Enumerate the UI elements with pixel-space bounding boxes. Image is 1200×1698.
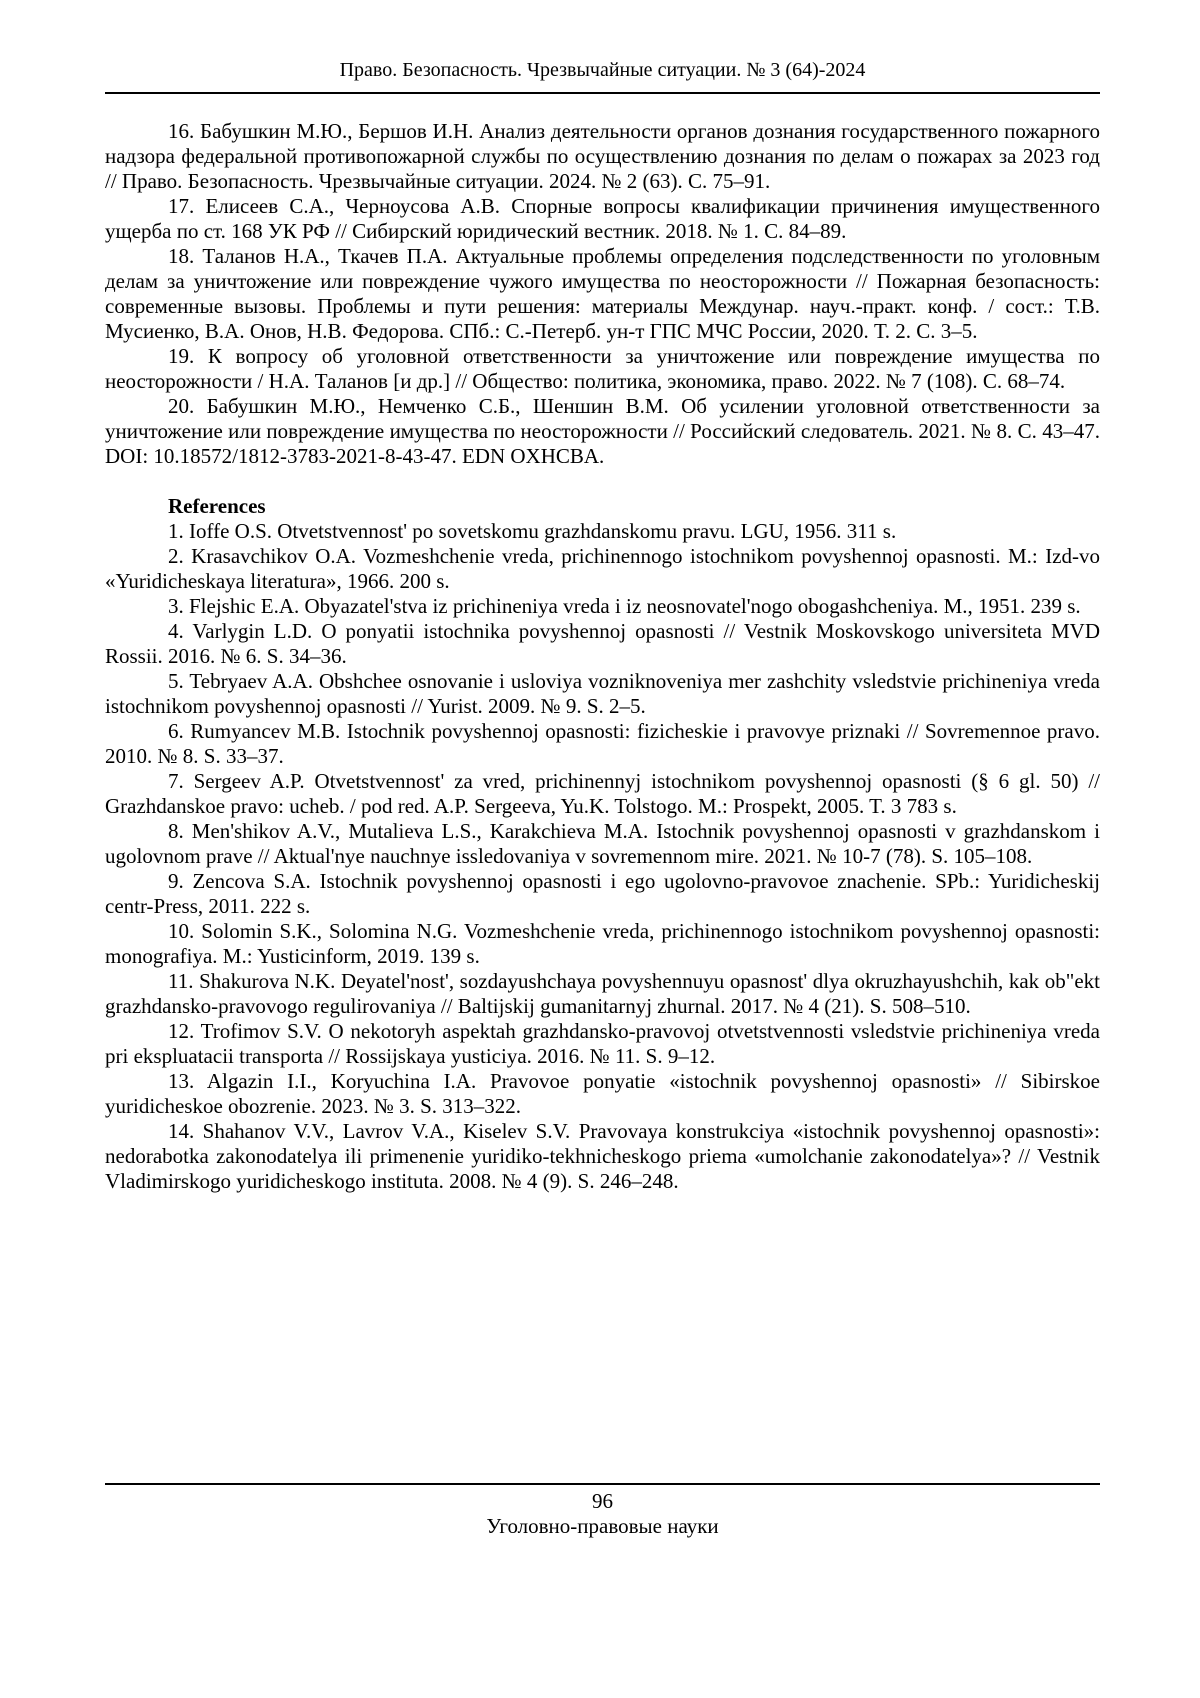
bibliography-entry: 20. Бабушкин М.Ю., Немченко С.Б., Шеншин В.М. Об усилении уголовной ответственности за уничтожение или повреждение имущества по неосторожности // Российский следователь. 2021. № 8. С. 43–47. DOI: 10.18572/1812-3783-2021-8-43-47. EDN OXHCBA. [105, 394, 1100, 468]
article-body [105, 119, 1100, 1194]
references-heading: References [168, 494, 266, 518]
bibliography-entry: 19. К вопросу об уголовной ответственности за уничтожение или повреждение имущества по неосторожности / Н.А. Таланов [и др.] // Общество: политика, экономика, право. 2022. № 7 (108). С. 68–74. [105, 344, 1100, 393]
bibliography-entry: 18. Таланов Н.А., Ткачев П.А. Актуальные проблемы определения подследственности по уголовным делам за уничтожение или повреждение чужого имущества по неосторожности // Пожарная безопасность: современные вызовы. Проблемы и пути решения: материалы Междунар. науч.-практ. конф. / сост.: Т.В. Мусиенко, В.А. Онов, Н.В. Федорова. СПб.: С.-Петерб. ун-т ГПС МЧС России, 2020. Т. 2. С. 3–5. [105, 244, 1100, 343]
reference-entry: 6. Rumyancev M.B. Istochnik povyshennoj opasnosti: fizicheskie i pravovye priznaki // Sovremennoe pravo. 2010. № 8. S. 33–37. [105, 719, 1100, 768]
reference-entry: 1. Ioffe O.S. Otvetstvennost' po sovetskomu grazhdanskomu pravu. LGU, 1956. 311 s. [168, 519, 897, 543]
reference-entry: 13. Algazin I.I., Koryuchina I.A. Pravovoe ponyatie «istochnik povyshennoj opasnosti» // Sibirskoe yuridicheskoe obozrenie. 2023. № 3. S. 313–322. [105, 1069, 1100, 1118]
reference-entry: 14. Shahanov V.V., Lavrov V.A., Kiselev S.V. Pravovaya konstrukciya «istochnik povyshennoj opasnosti»: nedorabotka zakonodatelya ili primenenie yuridiko-tekhnicheskogo priema «umolchanie zakonodatelya»? // Vestnik Vladimirskogo yuridicheskogo instituta. 2008. № 4 (9). S. 246–248. [105, 1119, 1100, 1193]
bibliography-entry: 17. Елисеев С.А., Черноусова А.В. Спорные вопросы квалификации причинения имущественного ущерба по ст. 168 УК РФ // Сибирский юридический вестник. 2018. № 1. С. 84–89. [105, 194, 1100, 243]
reference-entry: 11. Shakurova N.K. Deyatel'nost', sozdayushchaya povyshennuyu opasnost' dlya okruzhayushchih, kak ob"ekt grazhdansko-pravovogo regulirovaniya // Baltijskij gumanitarnyj zhurnal. 2017. № 4 (21). S. 508–510. [105, 969, 1100, 1018]
reference-entry: 5. Tebryaev A.A. Obshchee osnovanie i usloviya vozniknoveniya mer zashchity vsledstvie prichineniya vreda istochnikom povyshennoj opasnosti // Yurist. 2009. № 9. S. 2–5. [105, 669, 1100, 718]
reference-entry: 12. Trofimov S.V. O nekotoryh aspektah grazhdansko-pravovoj otvetstvennosti vsledstvie prichineniya vreda pri ekspluatacii transporta // Rossijskaya yusticiya. 2016. № 11. S. 9–12. [105, 1019, 1100, 1068]
page-number: 96 [592, 1489, 613, 1513]
page-content [105, 58, 1100, 1194]
reference-entry: 7. Sergeev A.P. Otvetstvennost' za vred, prichinennyj istochnikom povyshennoj opasnosti (§ 6 gl. 50) // Grazhdanskoe pravo: ucheb. / pod red. A.P. Sergeeva, Yu.K. Tolstogo. M.: Prospekt, 2005. T. 3 783 s. [105, 769, 1100, 818]
bibliography-russian-list [105, 119, 1100, 469]
reference-entry: 4. Varlygin L.D. O ponyatii istochnika povyshennoj opasnosti // Vestnik Moskovskogo universiteta MVD Rossii. 2016. № 6. S. 34–36. [105, 619, 1100, 668]
references-list [105, 519, 1100, 1194]
reference-entry: 3. Flejshic E.A. Obyazatel'stva iz prichineniya vreda i iz neosnovatel'nogo obogashcheniya. M., 1951. 239 s. [168, 594, 1081, 618]
reference-entry: 2. Krasavchikov O.A. Vozmeshchenie vreda, prichinennogo istochnikom povyshennoj opasnosti. M.: Izd-vo «Yuridicheskaya literatura», 1966. 200 s. [105, 544, 1100, 593]
reference-entry: 9. Zencova S.A. Istochnik povyshennoj opasnosti i ego ugolovno-pravovoe znachenie. SPb.: Yuridicheskij centr-Press, 2011. 222 s. [105, 869, 1100, 918]
reference-entry: 10. Solomin S.K., Solomina N.G. Vozmeshchenie vreda, prichinennogo istochnikom povyshennoj opasnosti: monografiya. M.: Yusticinform, 2019. 139 s. [105, 919, 1100, 968]
journal-header-title: Право. Безопасность. Чрезвычайные ситуации. № 3 (64)-2024 [105, 58, 1100, 94]
footer-section-name: Уголовно-правовые науки [486, 1514, 719, 1538]
bibliography-entry: 16. Бабушкин М.Ю., Бершов И.Н. Анализ деятельности органов дознания государственного пожарного надзора федеральной противопожарной службы по осуществлению дознания по делам о пожарах за 2023 год // Право. Безопасность. Чрезвычайные ситуации. 2024. № 2 (63). С. 75–91. [105, 119, 1100, 193]
reference-entry: 8. Men'shikov A.V., Mutalieva L.S., Karakchieva M.A. Istochnik povyshennoj opasnosti v grazhdanskom i ugolovnom prave // Aktual'nye nauchnye issledovaniya v sovremennom mire. 2021. № 10-7 (78). S. 105–108. [105, 819, 1100, 868]
page-footer [105, 1483, 1100, 1539]
